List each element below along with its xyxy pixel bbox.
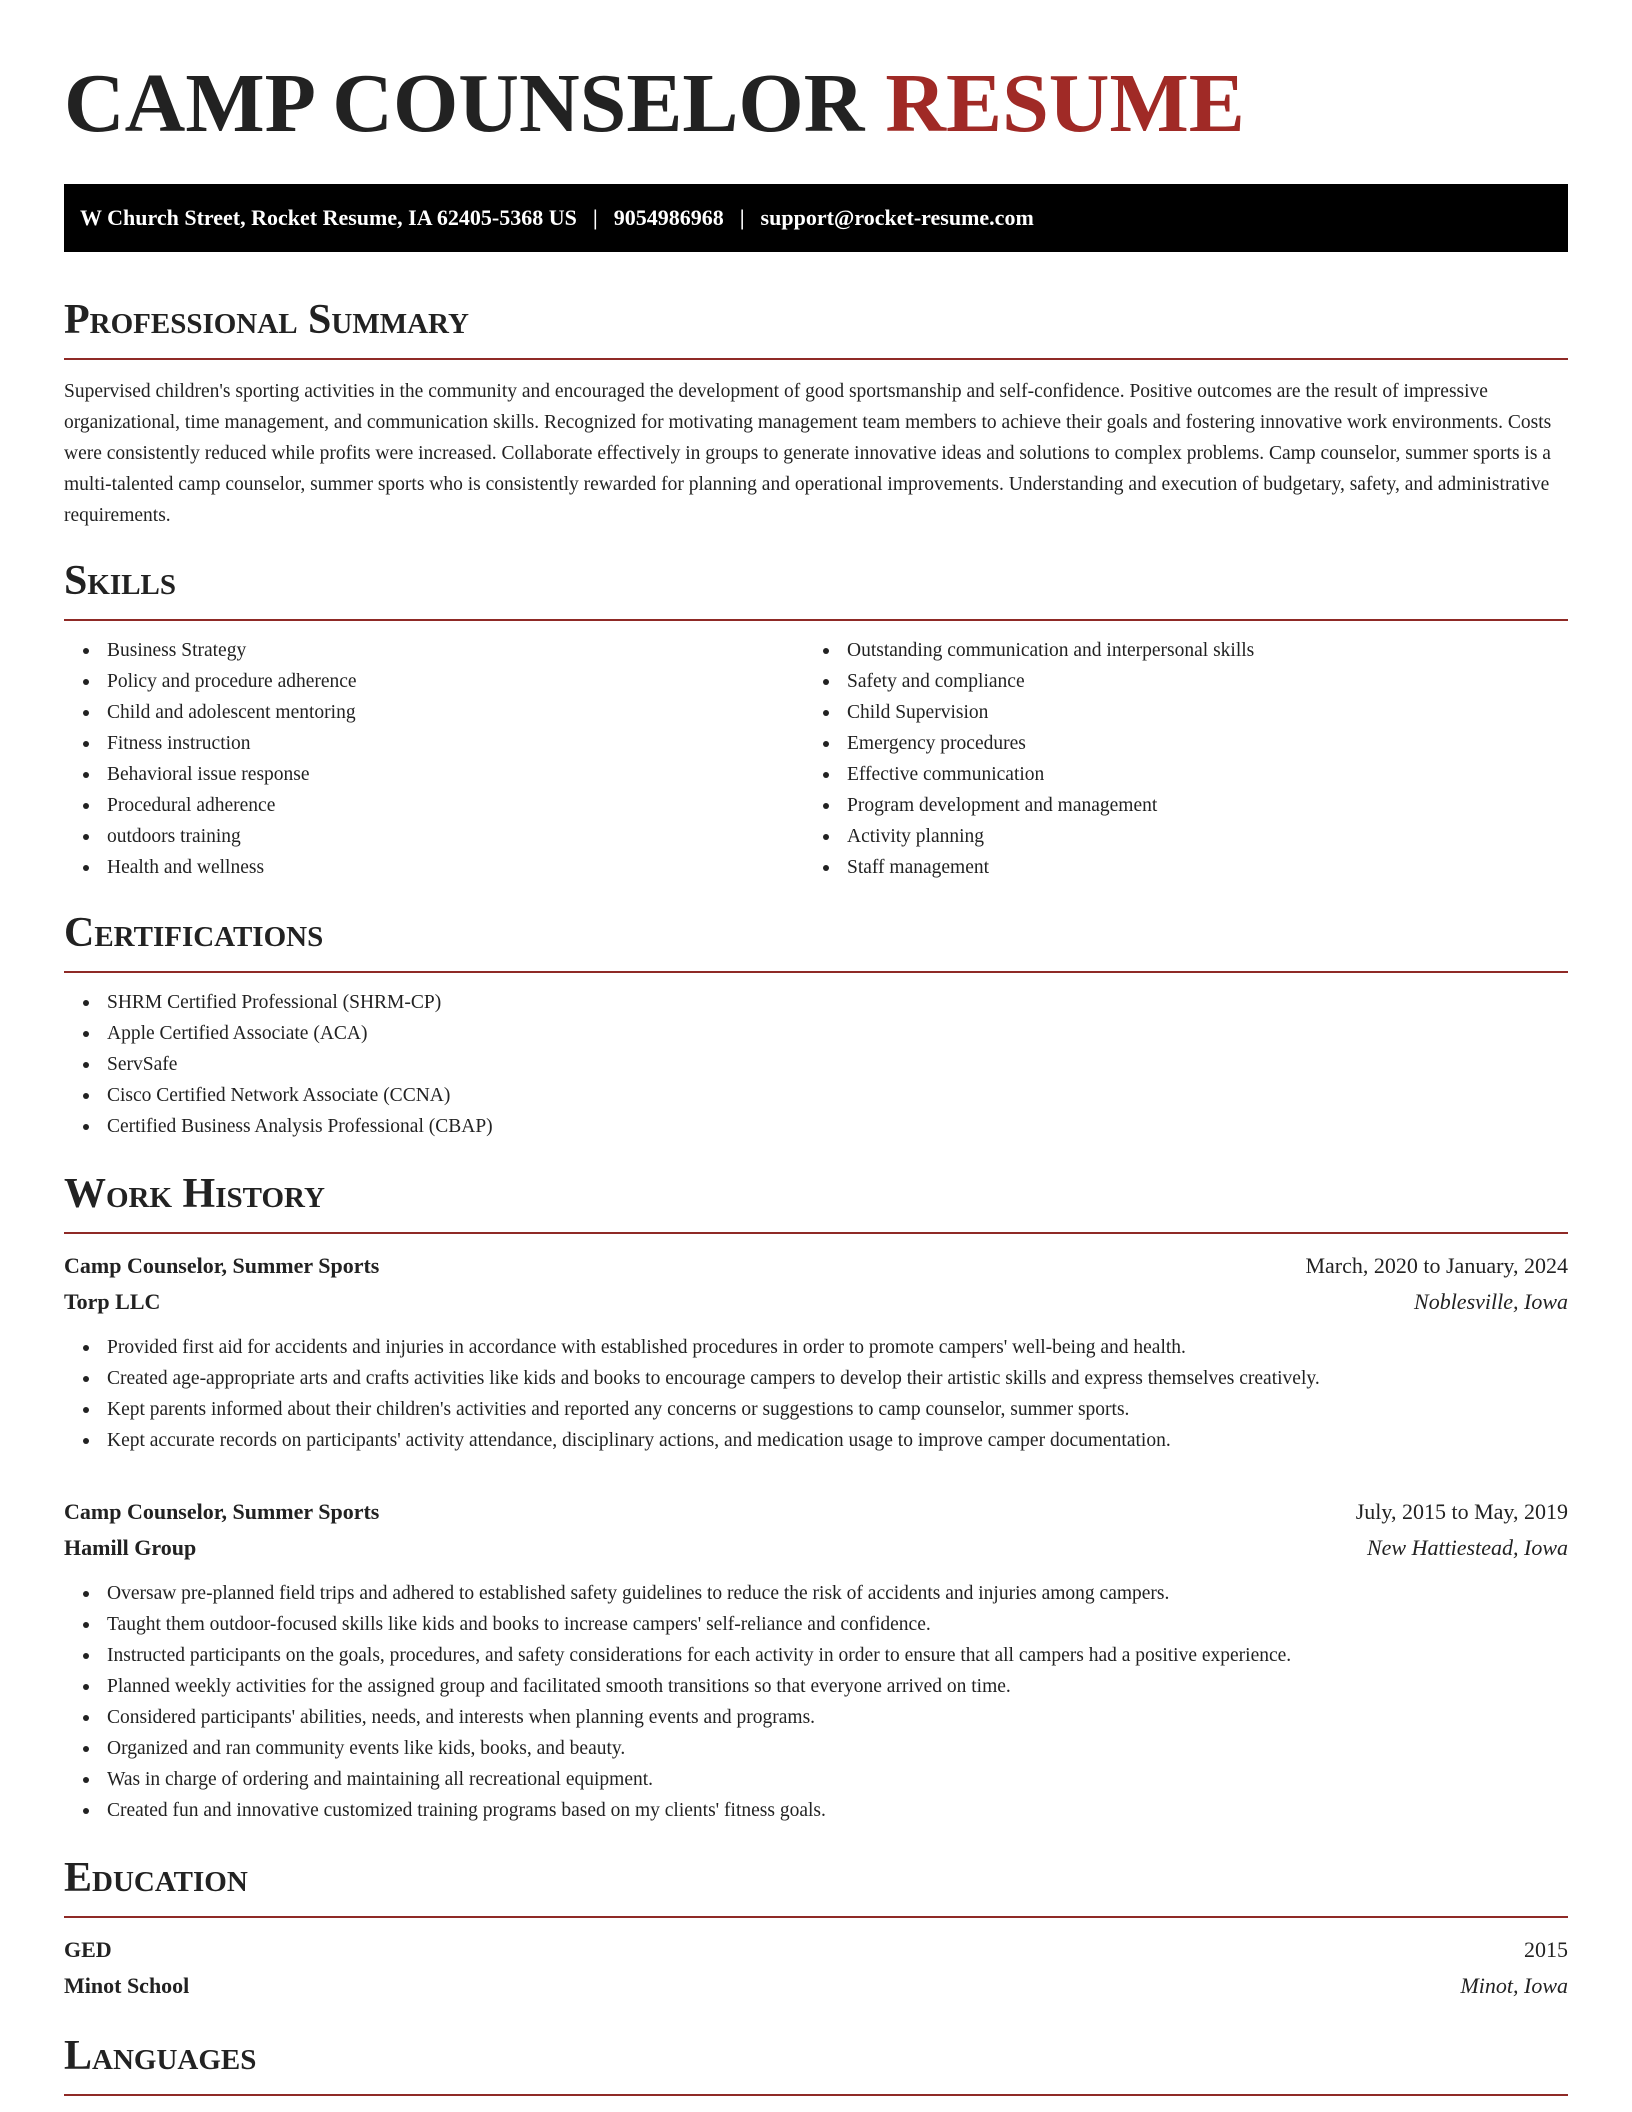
job-entry [64, 1248, 1568, 1456]
skill-item: Outstanding communication and interpersonal skills [847, 635, 1544, 666]
certifications-list [64, 987, 1568, 1142]
education-degree: GED [64, 1937, 112, 1962]
skill-item: Activity planning [847, 821, 1544, 852]
job-location: Noblesville, Iowa [1414, 1289, 1568, 1314]
education-year: 2015 [1524, 1937, 1568, 1962]
certification-item: SHRM Certified Professional (SHRM-CP) [107, 987, 1568, 1018]
languages-heading: Languages [64, 2032, 1568, 2096]
job-company: Hamill Group [64, 1535, 197, 1560]
contact-email[interactable]: support@rocket-resume.com [760, 205, 1034, 230]
contact-bar [64, 184, 1568, 252]
skill-item: Health and wellness [107, 852, 804, 883]
skill-item: Program development and management [847, 790, 1544, 821]
skill-item: Child Supervision [847, 697, 1544, 728]
resume-title [64, 56, 1568, 152]
education-location: Minot, Iowa [1460, 1973, 1568, 1998]
job-bullet: Created age-appropriate arts and crafts activities like kids and books to encourage campers to develop their artistic skills and express themselves creatively. [107, 1363, 1568, 1394]
title-accent: RESUME [885, 57, 1245, 150]
job-bullet: Provided first aid for accidents and injuries in accordance with established procedures in order to promote campers' well-being and health. [107, 1332, 1568, 1363]
job-bullet: Created fun and innovative customized training programs based on my clients' fitness goals. [107, 1795, 1568, 1826]
skill-item: Fitness instruction [107, 728, 804, 759]
job-title: Camp Counselor, Summer Sports [64, 1499, 380, 1524]
skills-list-left [64, 635, 804, 883]
work-history-heading: Work History [64, 1170, 1568, 1234]
education-entry [64, 1932, 1568, 2004]
skill-item: Staff management [847, 852, 1544, 883]
job-company-row [64, 1284, 1568, 1320]
work-history-section [64, 1170, 1568, 1826]
job-bullet: Organized and ran community events like kids, books, and beauty. [107, 1733, 1568, 1764]
certifications-heading: Certifications [64, 909, 1568, 973]
job-bullet: Oversaw pre-planned field trips and adhered to established safety guidelines to reduce the risk of accidents and injuries among campers. [107, 1578, 1568, 1609]
job-bullet: Was in charge of ordering and maintaining all recreational equipment. [107, 1764, 1568, 1795]
summary-section [64, 296, 1568, 531]
skill-item: Emergency procedures [847, 728, 1544, 759]
languages-section [64, 2032, 1568, 2096]
job-bullet: Kept accurate records on participants' activity attendance, disciplinary actions, and medication usage to improve camper documentation. [107, 1425, 1568, 1456]
education-school: Minot School [64, 1973, 190, 1998]
summary-text: Supervised children's sporting activities in the community and encouraged the development of good sportsmanship and self-confidence. Positive outcomes are the result of impressive organizational, time management, and communication skills. Recognized for motivating management team members to achieve their goals and fostering innovative work environments. Costs were consistently reduced while profits were increased. Collaborate effectively in groups to generate innovative ideas and solutions to complex problems. Camp counselor, summer sports is a multi-talented camp counselor, summer sports who is consistently rewarded for planning and operational improvements. Understanding and execution of budgetary, safety, and administrative requirements. [64, 381, 1552, 526]
job-entry [64, 1494, 1568, 1826]
skills-section [64, 557, 1568, 883]
skill-item: outdoors training [107, 821, 804, 852]
job-bullets [64, 1332, 1568, 1456]
job-bullet: Considered participants' abilities, needs, and interests when planning events and programs. [107, 1702, 1568, 1733]
summary-heading: Professional Summary [64, 296, 1568, 360]
education-heading: Education [64, 1854, 1568, 1918]
contact-separator: | [592, 205, 598, 230]
certification-item: Certified Business Analysis Professional (CBAP) [107, 1111, 1568, 1142]
job-bullet: Kept parents informed about their children's activities and reported any concerns or suggestions to camp counselor, summer sports. [107, 1394, 1568, 1425]
skill-item: Procedural adherence [107, 790, 804, 821]
certification-item: Apple Certified Associate (ACA) [107, 1018, 1568, 1049]
education-school-row [64, 1968, 1568, 2004]
resume-page [64, 0, 1568, 2096]
job-bullet: Planned weekly activities for the assigned group and facilitated smooth transitions so that everyone arrived on time. [107, 1671, 1568, 1702]
job-dates: July, 2015 to May, 2019 [1355, 1499, 1568, 1524]
contact-phone: 9054986968 [613, 205, 724, 230]
job-bullets [64, 1578, 1568, 1826]
skills-list-right [804, 635, 1544, 883]
skill-item: Safety and compliance [847, 666, 1544, 697]
education-section [64, 1854, 1568, 2004]
contact-address: W Church Street, Rocket Resume, IA 62405-5368 US [80, 205, 577, 230]
job-title-row [64, 1248, 1568, 1284]
job-title: Camp Counselor, Summer Sports [64, 1253, 380, 1278]
skill-item: Behavioral issue response [107, 759, 804, 790]
job-location: New Hattiestead, Iowa [1366, 1535, 1568, 1560]
job-company-row [64, 1530, 1568, 1566]
job-dates: March, 2020 to January, 2024 [1305, 1253, 1568, 1278]
skill-item: Effective communication [847, 759, 1544, 790]
skills-grid [64, 621, 1568, 883]
certification-item: Cisco Certified Network Associate (CCNA) [107, 1080, 1568, 1111]
skill-item: Child and adolescent mentoring [107, 697, 804, 728]
skills-heading: Skills [64, 557, 1568, 621]
job-bullet: Taught them outdoor-focused skills like kids and books to increase campers' self-reliance and confidence. [107, 1609, 1568, 1640]
skill-item: Business Strategy [107, 635, 804, 666]
job-bullet: Instructed participants on the goals, procedures, and safety considerations for each activity in order to ensure that all campers had a positive experience. [107, 1640, 1568, 1671]
certification-item: ServSafe [107, 1049, 1568, 1080]
education-degree-row [64, 1932, 1568, 1968]
job-company: Torp LLC [64, 1289, 161, 1314]
title-main: CAMP COUNSELOR [64, 57, 865, 150]
contact-separator: | [739, 205, 745, 230]
job-title-row [64, 1494, 1568, 1530]
skill-item: Policy and procedure adherence [107, 666, 804, 697]
certifications-section [64, 909, 1568, 1142]
